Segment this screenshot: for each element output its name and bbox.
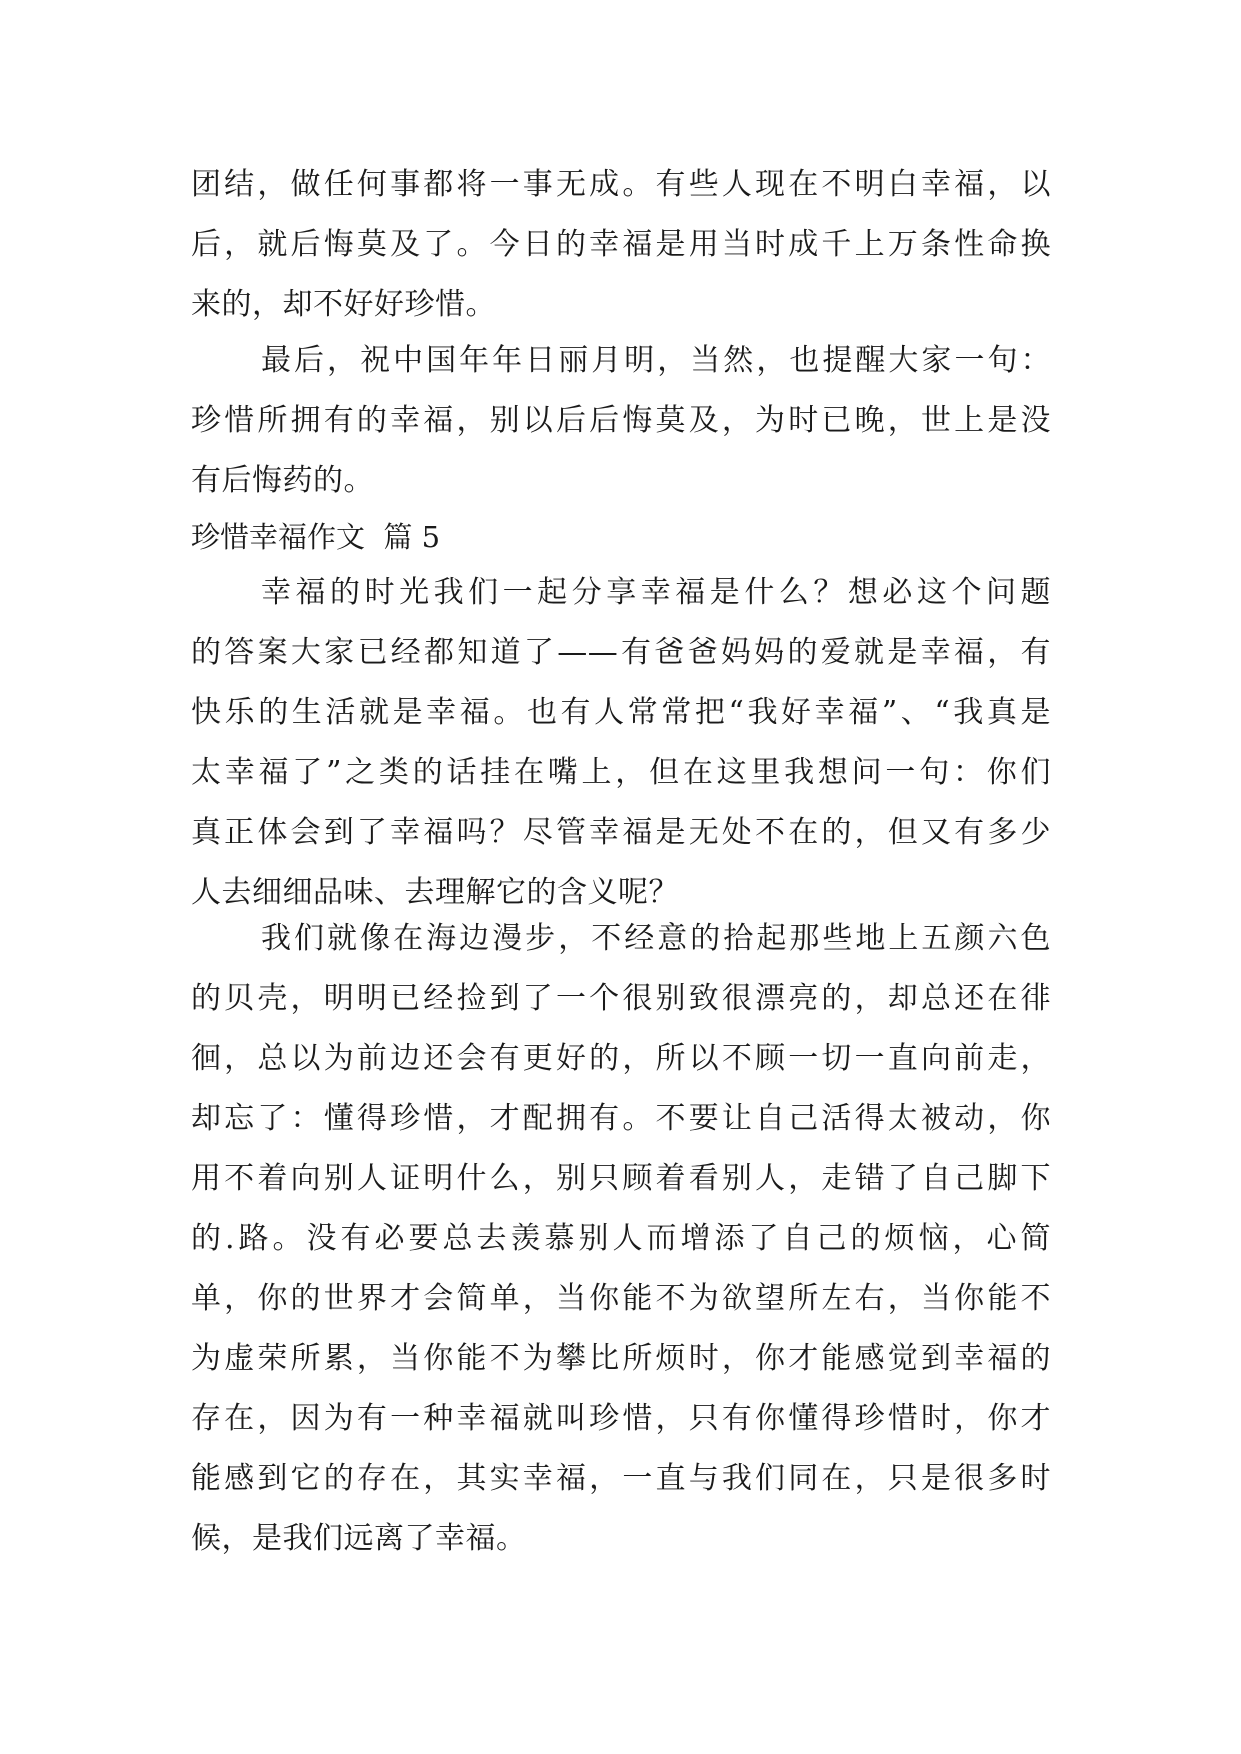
paragraph-line: 为虚荣所累，当你能不为攀比所烦时，你才能感觉到幸福的 — [191, 1341, 1051, 1376]
paragraph-line: 团结，做任何事都将一事无成。有些人现在不明白幸福，以 — [191, 167, 1051, 202]
paragraph-line: 候，是我们远离了幸福。 — [191, 1521, 527, 1556]
paragraph-line: 珍惜所拥有的幸福，别以后后悔莫及，为时已晚，世上是没 — [191, 403, 1051, 438]
paragraph-closing — [191, 331, 1051, 511]
paragraph-line: 单，你的世界才会简单，当你能不为欲望所左右，当你能不 — [191, 1281, 1051, 1316]
paragraph-line: 用不着向别人证明什么，别只顾着看别人，走错了自己脚下 — [191, 1161, 1051, 1196]
paragraph-line: 太幸福了”之类的话挂在嘴上，但在这里我想问一句：你们 — [191, 755, 1051, 790]
paragraph-line: 的贝壳，明明已经捡到了一个很别致很漂亮的，却总还在徘 — [191, 981, 1051, 1016]
paragraph-line: 我们就像在海边漫步，不经意的拾起那些地上五颜六色 — [261, 921, 1051, 956]
paragraph-line: 最后，祝中国年年日丽月明，当然，也提醒大家一句： — [261, 343, 1051, 378]
paragraph-line: 来的，却不好好珍惜。 — [191, 287, 496, 322]
paragraph-line: 存在，因为有一种幸福就叫珍惜，只有你懂得珍惜时，你才 — [191, 1401, 1051, 1436]
paragraph-line: 徊，总以为前边还会有更好的，所以不顾一切一直向前走， — [191, 1041, 1051, 1076]
paragraph-top — [191, 155, 1051, 335]
paragraph-line: 的答案大家已经都知道了——有爸爸妈妈的爱就是幸福，有 — [191, 635, 1051, 670]
paragraph-line: 后，就后悔莫及了。今日的幸福是用当时成千上万条性命换 — [191, 227, 1051, 262]
paragraph-line: 幸福的时光我们一起分享幸福是什么？想必这个问题 — [261, 575, 1051, 610]
paragraph-line: 真正体会到了幸福吗？尽管幸福是无处不在的，但又有多少 — [191, 815, 1051, 850]
paragraph-line: 人去细细品味、去理解它的含义呢？ — [191, 875, 679, 910]
paragraph-line: 有后悔药的。 — [191, 463, 374, 498]
paragraph-line: 的.路。没有必要总去羡慕别人而增添了自己的烦恼，心简 — [191, 1221, 1051, 1256]
paragraph-line: 能感到它的存在，其实幸福，一直与我们同在，只是很多时 — [191, 1461, 1051, 1496]
section-heading: 珍惜幸福作文 篇 5 — [191, 520, 441, 554]
paragraph-1 — [191, 563, 1051, 923]
paragraph-line: 快乐的生活就是幸福。也有人常常把“我好幸福”、“我真是 — [191, 695, 1051, 730]
paragraph-line: 却忘了：懂得珍惜，才配拥有。不要让自己活得太被动，你 — [191, 1101, 1051, 1136]
paragraph-2 — [191, 909, 1051, 1569]
